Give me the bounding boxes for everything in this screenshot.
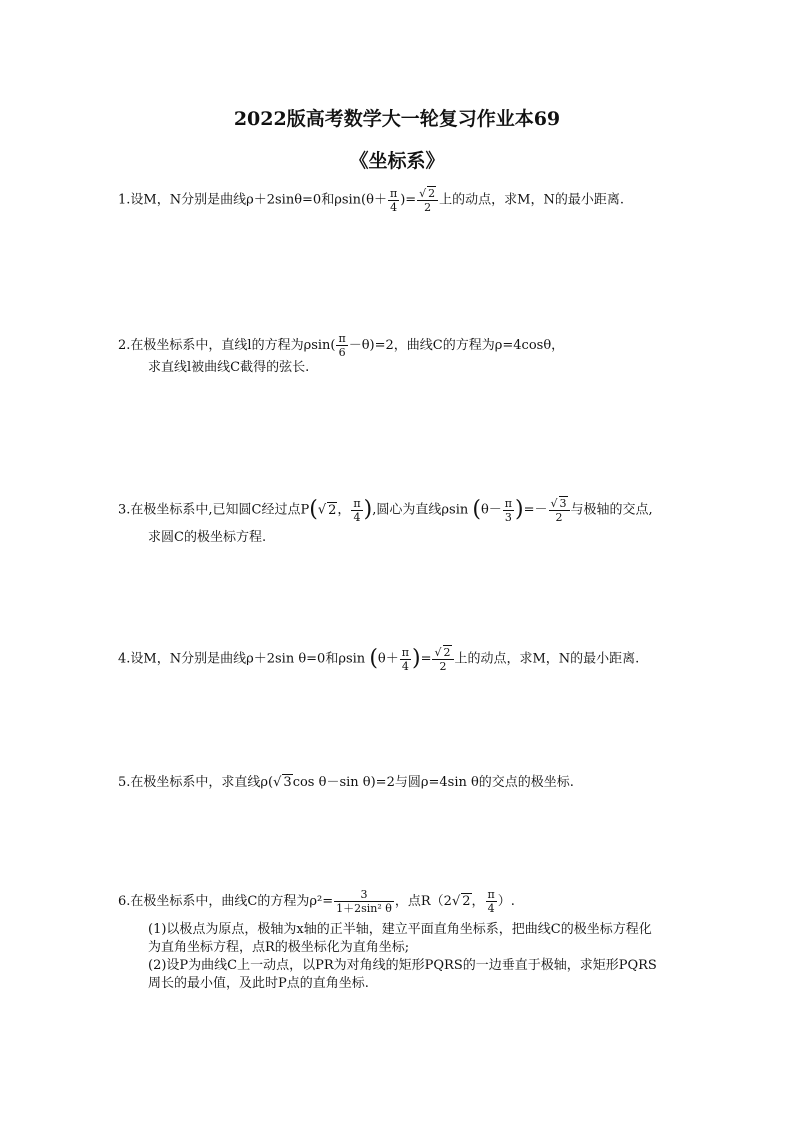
problem-number: 4.	[118, 651, 131, 667]
fraction: $\frac{3}{\text{1＋2sin² θ}}$	[336, 888, 392, 915]
sqrt-sign: √	[273, 775, 282, 790]
fraction: $\frac{\pi}{6}$	[338, 332, 346, 359]
fraction: $\frac{√ 2}{2}$	[417, 186, 438, 214]
sqrt-sign: √	[550, 497, 558, 510]
problem-text: 在极坐标系中，直线l的方程为ρsin(	[130, 338, 336, 353]
problem-number: 5.	[118, 775, 131, 790]
problem-text: 上的动点，求M，N的最小距离.	[439, 192, 624, 208]
problem-6-part-2-cont: 周长的最小值，及此时P点的直角坐标.	[148, 976, 369, 991]
problem-3-line-2: 求圆C的极坐标方程.	[148, 530, 267, 545]
fraction: $\frac{\pi}{3}$	[504, 496, 513, 524]
problem-text: 与极轴的交点,	[570, 502, 653, 518]
sqrt: 2	[462, 894, 471, 909]
fraction: $\frac{\pi}{4}$	[389, 186, 398, 214]
sqrt-sign: √	[419, 187, 427, 200]
problem-text: 设M，N分别是曲线ρ＋2sin θ=0和ρsin	[130, 651, 366, 667]
problem-1	[118, 186, 624, 214]
problem-6-part-1-cont: 为直角坐标方程，点R的极坐标化为直角坐标;	[148, 940, 410, 955]
problem-2-line-2: 求直线l被曲线C截得的弦长.	[148, 360, 310, 375]
problem-text: 上的动点，求M，N的最小距离.	[454, 651, 640, 667]
problem-number: 2.	[118, 338, 131, 353]
sqrt-sign: √	[317, 502, 327, 518]
problem-4: 4.设M，N分别是曲线ρ＋2sin θ=0和ρsin (θ＋ $\frac{\pi}{4}$ )= $\frac{√ 2}{2}$ 上的动点，求M，N的最小距离.	[118, 645, 640, 673]
problem-text: －θ)=2，曲线C的方程为ρ=4cosθ，	[348, 338, 565, 353]
problem-text: cos θ－sin θ)=2与圆ρ=4sin θ的交点的极坐标.	[292, 775, 574, 790]
fraction: $\frac{\pi}{4}$	[487, 888, 495, 915]
fraction: $\frac{\pi}{4}$	[353, 496, 361, 524]
problem-text: 在极坐标系中，曲线C的方程为ρ²=	[130, 894, 334, 909]
problem-number: 6.	[118, 894, 131, 909]
problem-text: )=	[400, 192, 417, 208]
problem-text: ,圆心为直线ρsin	[372, 502, 469, 518]
fraction: $\frac{\pi}{4}$	[401, 645, 409, 673]
problem-text: 在极坐标系中，求直线ρ(	[130, 775, 274, 790]
problem-text: 在极坐标系中,已知圆C经过点P	[130, 502, 310, 518]
sqrt: 3	[283, 775, 292, 790]
page-title: 2022版高考数学大一轮复习作业本69	[233, 108, 561, 130]
problem-6: 6.在极坐标系中，曲线C的方程为ρ²= $\frac{3}{\text{1＋2sin² θ}}$ ，点R（2√ 2， $\frac{\pi}{4}$ ）.	[118, 888, 515, 915]
problem-number: 3.	[118, 502, 131, 518]
problem-number: 1.	[118, 192, 131, 208]
problem-text: 设M，N分别是曲线ρ＋2sinθ=0和ρsin(θ＋	[130, 192, 387, 208]
problem-3: 3.在极坐标系中,已知圆C经过点P(√ 2， $\frac{\pi}{4}$ ),圆心为直线ρsin (θ－ $\frac{\pi}{3}$ )=－ $\frac{√ 3}{2}$ 与极轴的交点,	[118, 496, 653, 524]
problem-text: ）.	[497, 894, 515, 909]
problem-6-part-1: (1)以极点为原点，极轴为x轴的正半轴，建立平面直角坐标系，把曲线C的极坐标方程化	[148, 922, 652, 937]
problem-6-part-2: (2)设P为曲线C上一动点，以PR为对角线的矩形PQRS的一边垂直于极轴，求矩形PQRS	[148, 958, 657, 973]
fraction: $\frac{√ 3}{2}$	[549, 496, 570, 524]
problem-5	[118, 774, 574, 791]
fraction: $\frac{√ 2}{2}$	[432, 645, 453, 673]
sqrt-sign: √	[451, 894, 461, 909]
sqrt: 2	[328, 502, 337, 518]
sqrt-sign: √	[434, 646, 442, 659]
page-subtitle: 《坐标系》	[349, 150, 445, 172]
problem-2	[118, 332, 564, 359]
